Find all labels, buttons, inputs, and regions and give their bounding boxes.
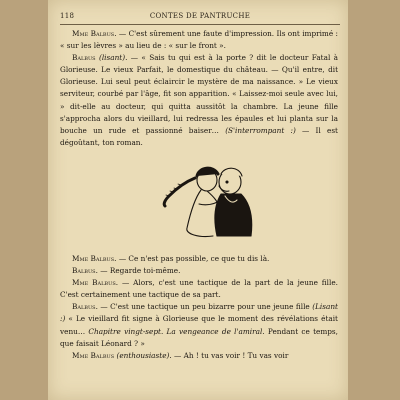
dialogue: — Ce n'est pas possible, ce que tu dis là. xyxy=(116,254,270,263)
dialogue: . — « Sais tu qui est à la porte ? dit le docteur Fatal à Glorieuse. Le vieux Parfait, le domestique du château. — Qu'il entre, dit Glorieuse. Lui seul peut éclaircir le mystère de ma naissance. » Le vieux serviteur, courbé par l'âge, fit son apparition. « Laissez-moi seule avec lui, » dit-elle au docteur, qui quitta aussitôt la chambre. La jeune fille s'approcha alors du vieillard, lui redressa les épaules et lui planta sur la bouche un rude et passionné baiser… xyxy=(60,53,338,135)
stage-direction: (S'interrompant :) xyxy=(225,125,296,135)
stage-direction: (enthousiaste) xyxy=(116,350,170,360)
speaker: Balbus. xyxy=(72,266,98,276)
dialogue: . — Ah ! tu vas voir ! Tu vas voir xyxy=(169,350,289,360)
book-title: CONTES DE PANTRUCHE xyxy=(149,12,251,20)
dialogue: — C'est sûrement une faute d'impression. Ils ont imprimé : « sur les lèvres » au lieu de : « sur le front ». xyxy=(60,29,338,51)
speaker: Mme Balbus. xyxy=(72,254,117,263)
paragraph xyxy=(60,265,338,277)
dialogue: « Le vieillard fit signe à Glorieuse que le moment des révélations était venu… xyxy=(60,314,338,336)
dialogue: — Alors, c'est une tactique de la part de la jeune fille. C'est certainement une tactique de sa part. xyxy=(60,278,338,300)
text-block-bottom xyxy=(60,253,338,362)
stage-direction: (Lisant :) xyxy=(60,302,338,324)
paragraph xyxy=(60,301,338,349)
paragraph xyxy=(60,277,338,301)
header-rule xyxy=(60,24,340,25)
running-header xyxy=(60,12,340,24)
dialogue: — Il est dégoûtant, ton roman. xyxy=(60,125,338,147)
dialogue: — Regarde toi-même. xyxy=(97,266,181,276)
speaker: Balbus xyxy=(72,53,96,63)
stage-direction: Chapitre vingt-sept. La vengeance de l'amiral. xyxy=(88,326,265,336)
speaker: Mme Balbus xyxy=(72,350,115,360)
stage-direction: (lisant) xyxy=(98,53,126,63)
speaker: Balbus. xyxy=(72,302,98,312)
paragraph xyxy=(60,28,338,52)
paragraph xyxy=(60,52,338,149)
page-number: 118 xyxy=(60,12,75,20)
paragraph xyxy=(60,350,338,362)
paragraph xyxy=(60,253,338,265)
text-block-top xyxy=(60,28,338,149)
illustration-vignette xyxy=(155,160,265,245)
speaker: Mme Balbus. xyxy=(72,278,119,288)
speaker: Mme Balbus. xyxy=(72,29,117,38)
dialogue: Pendant ce temps, que faisait Léonard ? » xyxy=(60,326,338,348)
dialogue: — C'est une tactique un peu bizarre pour une jeune fille xyxy=(97,302,313,312)
